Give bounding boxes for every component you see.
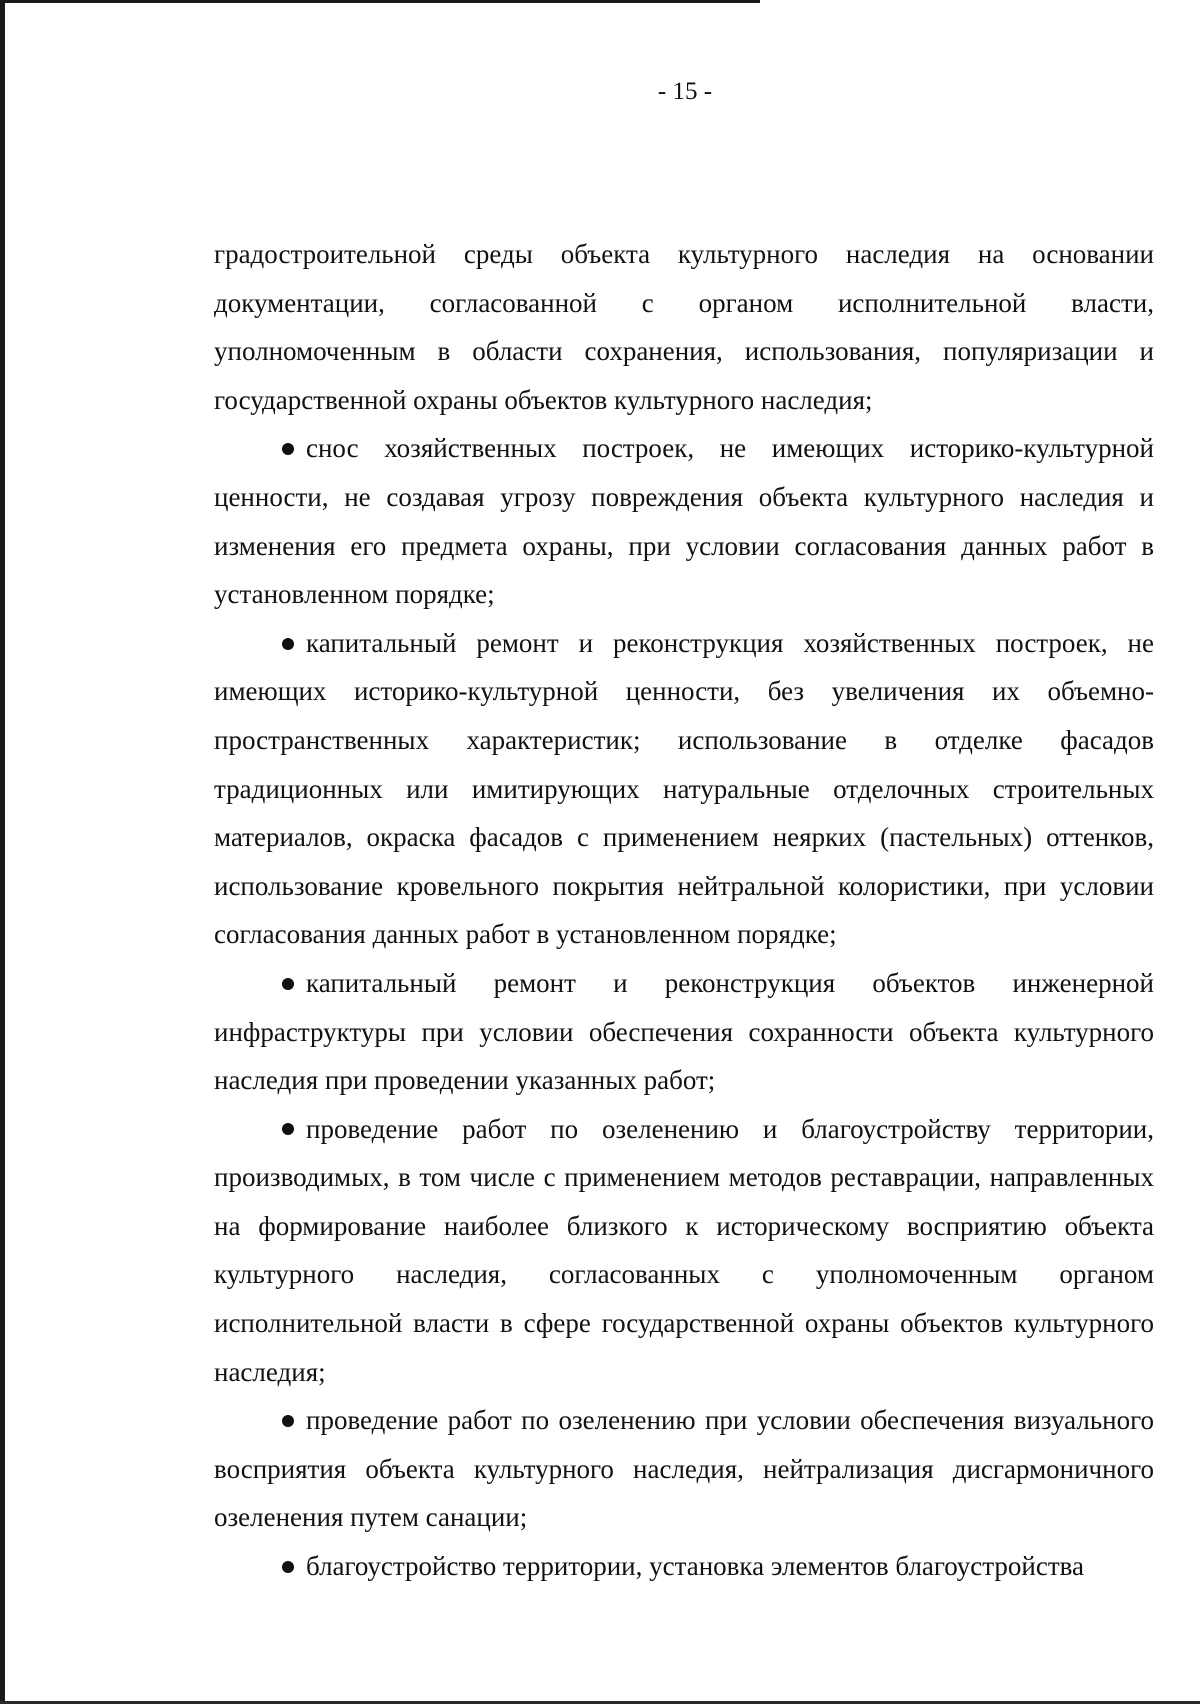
bullet-text: капитальный ремонт и реконструкция хозяйственных построек, не имеющих историко-культурной ценности, без увеличения их объемно-пространственных характеристик; использование в отделке фасадов традиционных или имитирующих натуральные отделочных строительных материалов, окраска фасадов с применением неярких (пастельных) оттенков, использование кровельного покрытия нейтральной колористики, при условии согласования данных работ в установленном порядке; — [214, 627, 1154, 950]
bullet-item — [214, 1105, 1154, 1397]
bullet-icon — [282, 443, 294, 455]
bullet-item — [214, 1396, 1154, 1542]
bullet-text: капитальный ремонт и реконструкция объектов инженерной инфраструктуры при условии обеспечения сохранности объекта культурного наследия при проведении указанных работ; — [214, 967, 1154, 1096]
bullet-icon — [282, 1123, 294, 1135]
document-body — [214, 230, 1154, 1591]
page-number: - 15 - — [657, 78, 713, 105]
bullet-text: проведение работ по озеленению при условии обеспечения визуального восприятия объекта культурного наследия, нейтрализация дисгармоничного озеленения путем санации; — [214, 1405, 1154, 1533]
bullet-icon — [282, 638, 294, 650]
bullet-icon — [282, 978, 294, 990]
bullet-text: снос хозяйственных построек, не имеющих историко-культурной ценности, не создавая угрозу повреждения объекта культурного наследия и изменения его предмета охраны, при условии согласования данных работ в установленном порядке; — [214, 433, 1154, 610]
scan-edge-left — [0, 0, 5, 1704]
bullet-icon — [282, 1561, 294, 1573]
bullet-item — [214, 1542, 1154, 1591]
bullet-text: благоустройство территории, установка элементов благоустройства — [306, 1551, 1085, 1582]
bullet-item — [214, 424, 1154, 618]
bullet-item — [214, 959, 1154, 1105]
paragraph-continuation — [214, 230, 1154, 424]
bullet-text: проведение работ по озеленению и благоустройству территории, производимых, в том числе с применением методов реставрации, направленных на формирование наиболее близкого к историческому восприятию объекта культурного наследия, согласованных с уполномоченным органом исполнительной власти в сфере государственной охраны объектов культурного наследия; — [214, 1113, 1154, 1387]
bullet-item — [214, 619, 1154, 959]
paragraph-text: градостроительной среды объекта культурного наследия на основании документации, согласованной с органом исполнительной власти, уполномоченным в области сохранения, использования, популяризации и государственной охраны объектов культурного наследия; — [214, 239, 1154, 415]
scan-edge-top — [0, 0, 760, 3]
bullet-icon — [282, 1415, 294, 1427]
